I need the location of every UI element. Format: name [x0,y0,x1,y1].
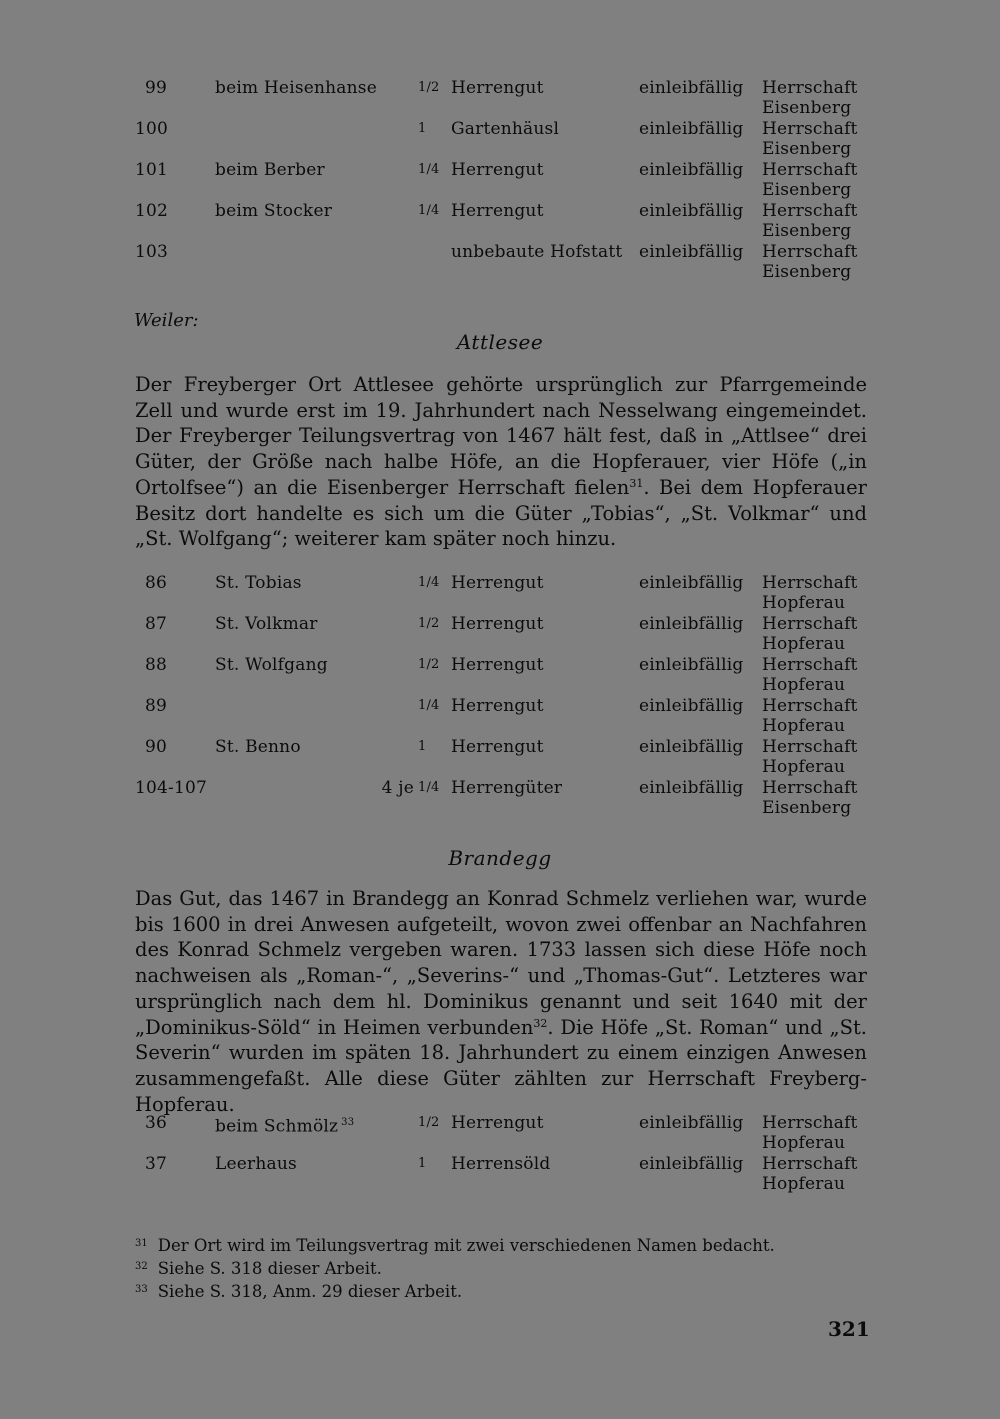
entry-owner [762,573,872,613]
entry-name: beim Berber [215,160,325,180]
owner-line: Eisenberg [762,262,852,282]
entry-number: 103 [135,242,169,262]
section-title-attlesee: Attlesee [456,330,544,354]
entry-type: Gartenhäusl [451,119,560,139]
owner-line: Hopferau [762,675,846,695]
table-row [0,573,1000,613]
entry-type: Herrengut [451,614,544,634]
owner-line: Herrschaft [762,696,858,716]
entry-status: einleibfällig [639,778,744,798]
entry-number: 36 [144,1113,167,1133]
entry-type: Herrengut [451,737,544,757]
entry-status: einleibfällig [639,201,744,221]
entry-name: Leerhaus [215,1154,297,1174]
footnote-text: Siehe S. 318, Anm. 29 dieser Arbeit. [157,1282,463,1301]
footnote-ref: 31 [629,476,644,490]
page-number: 321 [828,1317,870,1341]
weiler-label: Weiler: [134,310,199,331]
owner-line: Herrschaft [762,1113,858,1133]
owner-line: Herrschaft [762,737,858,757]
entry-number: 86 [144,573,167,593]
entry-type: Herrengut [451,655,544,675]
entry-type: unbebaute Hofstatt [451,242,623,262]
owner-line: Hopferau [762,1133,846,1153]
entry-type: Herrengut [451,78,544,98]
entry-owner [762,655,872,695]
table-row [0,737,1000,777]
table-row [0,1113,1000,1153]
owner-line: Herrschaft [762,655,858,675]
footnote [135,1279,775,1302]
owner-line: Hopferau [762,757,846,777]
entry-count: 4 je [381,778,414,798]
owner-line: Hopferau [762,716,846,736]
entry-number: 90 [144,737,167,757]
footnote-ref: 33 [341,1117,355,1128]
owner-line: Eisenberg [762,139,852,159]
footnote-ref: 32 [533,1016,548,1030]
entry-owner [762,78,872,118]
owner-line: Herrschaft [762,201,858,221]
entry-number: 101 [135,160,169,180]
table-row [0,160,1000,200]
entry-owner [762,242,872,282]
footnote-number: 31 [135,1238,148,1249]
entry-owner [762,119,872,159]
entry-number: 99 [144,78,167,98]
entry-share: 1/4 [418,203,440,218]
entry-owner [762,614,872,654]
entry-number: 87 [144,614,167,634]
entry-share: 1/4 [418,780,440,795]
entry-status: einleibfällig [639,78,744,98]
entry-name: St. Benno [215,737,301,757]
table-row [0,201,1000,241]
footnote-number: 33 [135,1284,148,1295]
owner-line: Herrschaft [762,573,858,593]
entry-status: einleibfällig [639,655,744,675]
entry-share: 1 [418,121,427,136]
table-row [0,614,1000,654]
entry-name: St. Volkmar [215,614,318,634]
entry-share: 1/2 [418,657,440,672]
entry-name: beim Schmölz [215,1116,339,1137]
table-row [0,655,1000,695]
entry-share: 1 [418,1156,427,1171]
paragraph-attlesee-text-2: . Bei dem Hopferauer Besitz dort handelte es sich um die Güter „Tobias“, „St. Volkmar“ und „St. Wolfgang“; weiterer kam später noch hinzu. [135,475,867,551]
owner-line: Hopferau [762,634,846,654]
paragraph-brandegg-text-1: Das Gut, das 1467 in Brandegg an Konrad Schmelz verliehen war, wurde bis 1600 in drei Anwesen aufgeteilt, wovon zwei offenbar an Nachfahren des Konrad Schmelz vergeben waren. 1733 lassen sich diese Höfe noch nachweisen als „Roman-“, „Severins-“ und „Thomas-Gut“. Letzteres war ursprünglich nach dem hl. Dominikus genannt und seit 1640 mit der „Dominikus-Söld“ in Heimen verbunden [135,887,867,1039]
table-row [0,119,1000,159]
entry-status: einleibfällig [639,1113,744,1133]
entry-number: 88 [144,655,167,675]
footnote [135,1256,775,1279]
entry-share: 1/4 [418,575,440,590]
owner-line: Eisenberg [762,180,852,200]
owner-line: Hopferau [762,1174,846,1194]
owner-line: Herrschaft [762,119,858,139]
owner-line: Herrschaft [762,160,858,180]
entry-owner [762,737,872,777]
owner-line: Hopferau [762,593,846,613]
entry-owner [762,696,872,736]
entry-number: 89 [144,696,167,716]
entry-status: einleibfällig [639,160,744,180]
entry-name: beim Stocker [215,201,333,221]
paragraph-attlesee-text-1: Der Freyberger Ort Attlesee gehörte ursprünglich zur Pfarrgemeinde Zell und wurde erst im 19. Jahrhundert nach Nesselwang eingemeindet. Der Freyberger Teilungsvertrag von 1467 hält fest, daß in „Attlsee“ drei Güter, der Größe nach halbe Höfe, an die Hopferauer, vier Höfe („in Ortolfsee“) an die Eisenberger Herrschaft fielen [135,373,867,499]
table-row [0,78,1000,118]
footnote-text: Siehe S. 318 dieser Arbeit. [157,1259,382,1278]
entry-status: einleibfällig [639,737,744,757]
owner-line: Herrschaft [762,1154,858,1174]
entry-owner [762,1113,872,1153]
entry-owner [762,778,872,818]
owner-line: Eisenberg [762,221,852,241]
footnote-text: Der Ort wird im Teilungsvertrag mit zwei verschiedenen Namen bedacht. [157,1236,775,1255]
owner-line: Herrschaft [762,778,858,798]
entry-share: 1/2 [418,1115,440,1130]
entry-owner [762,160,872,200]
table-row [0,1154,1000,1194]
entry-status: einleibfällig [639,119,744,139]
entry-number: 104-107 [135,778,208,798]
footnote-number: 32 [135,1261,148,1272]
table-row [0,696,1000,736]
table-row [0,242,1000,282]
entry-name: St. Tobias [215,573,302,593]
entry-status: einleibfällig [639,696,744,716]
entry-type: Herrensöld [451,1154,551,1174]
entry-type: Herrengüter [451,778,563,798]
entry-number: 102 [135,201,169,221]
entry-owner [762,1154,872,1194]
owner-line: Eisenberg [762,98,852,118]
entry-type: Herrengut [451,1113,544,1133]
entry-status: einleibfällig [639,573,744,593]
entry-share: 1 [418,739,427,754]
owner-line: Herrschaft [762,78,858,98]
footnote [135,1233,775,1256]
entry-type: Herrengut [451,573,544,593]
entry-status: einleibfällig [639,1154,744,1174]
entry-type: Herrengut [451,201,544,221]
entry-name-group [215,1113,354,1137]
paragraph-attlesee [135,372,867,552]
entry-share: 1/4 [418,698,440,713]
entry-status: einleibfällig [639,242,744,262]
footnotes [135,1233,775,1302]
entry-share: 1/4 [418,162,440,177]
owner-line: Herrschaft [762,242,858,262]
entry-status: einleibfällig [639,614,744,634]
entry-number: 100 [135,119,169,139]
paragraph-brandegg [135,886,867,1117]
section-title-brandegg: Brandegg [448,846,552,870]
entry-type: Herrengut [451,696,544,716]
entry-share: 1/2 [418,616,440,631]
owner-line: Herrschaft [762,614,858,634]
entry-owner [762,201,872,241]
table-row [0,778,1000,818]
entry-type: Herrengut [451,160,544,180]
entry-number: 37 [144,1154,167,1174]
paragraph-brandegg-text-2: . Die Höfe „St. Roman“ und „St. Severin“ wurden im späten 18. Jahrhundert zu einem einzigen Anwesen zusammengefaßt. Alle diese Güter zählten zur Herrschaft Freyberg-Hopferau. [135,1015,867,1116]
entry-name: St. Wolfgang [215,655,328,675]
entry-name: beim Heisenhanse [215,78,377,98]
entry-share: 1/2 [418,80,440,95]
owner-line: Eisenberg [762,798,852,818]
